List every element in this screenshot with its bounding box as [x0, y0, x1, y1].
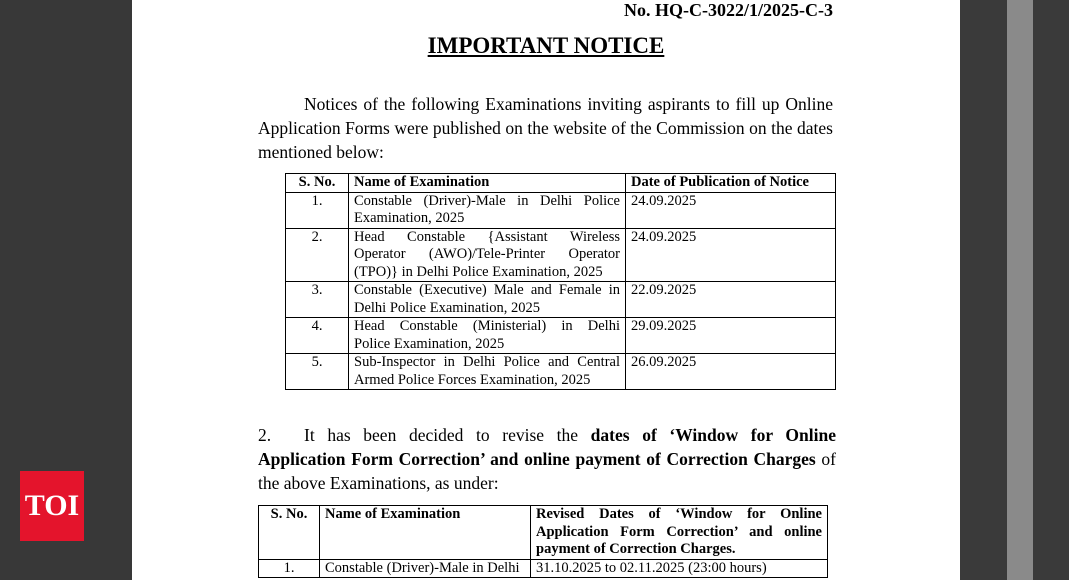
cell-exam-name [349, 318, 626, 354]
table-row [286, 354, 836, 390]
exam-name-line: Police Examination, 2025 [354, 335, 505, 352]
revised-dates-table [258, 505, 828, 578]
table-row [286, 228, 836, 282]
scrollbar-thumb[interactable] [1007, 0, 1033, 580]
table-row [286, 318, 836, 354]
cell-date: 24.09.2025 [626, 192, 836, 228]
toi-logo: TOI [20, 471, 84, 541]
revision-line: the above Examinations, as under: [258, 473, 499, 493]
exam-name-line: Head Constable (Ministerial) in Delhi [354, 318, 620, 334]
cell-date: 24.09.2025 [626, 228, 836, 282]
header-sno: S. No. [259, 506, 320, 560]
cell-exam-name [349, 228, 626, 282]
header-publication-date: Date of Publication of Notice [626, 174, 836, 193]
exam-name-line: (TPO)} in Delhi Police Examination, 2025 [354, 263, 603, 280]
revision-bold-text: dates of ‘Window for Online [590, 425, 836, 445]
exam-name-line: Constable (Executive) Male and Female in [354, 282, 620, 298]
cell-sno: 1. [259, 559, 320, 578]
header-exam-name: Name of Examination [320, 506, 531, 560]
cell-date: 29.09.2025 [626, 318, 836, 354]
publication-table [285, 173, 836, 390]
cell-sno: 4. [286, 318, 349, 354]
cell-sno: 1. [286, 192, 349, 228]
table-row [259, 559, 828, 578]
table-header-row [259, 506, 828, 560]
paragraph-number: 2. [258, 425, 272, 445]
cell-exam-name [349, 282, 626, 318]
revision-text: It has been decided to revise the [304, 425, 591, 445]
exam-name-line: Sub-Inspector in Delhi Police and Central [354, 354, 620, 370]
revision-line [258, 423, 836, 447]
intro-line: mentioned below: [258, 142, 384, 162]
intro-paragraph [258, 92, 833, 164]
revision-paragraph [258, 423, 836, 495]
exam-name-line: Delhi Police Examination, 2025 [354, 299, 541, 316]
cell-date: 22.09.2025 [626, 282, 836, 318]
intro-line: Notices of the following Examinations inviting aspirants to fill up Online [304, 94, 833, 114]
revision-line [258, 447, 836, 471]
cell-sno: 5. [286, 354, 349, 390]
header-exam-name: Name of Examination [349, 174, 626, 193]
revision-text: of [815, 449, 837, 469]
notice-number: No. HQ-C-3022/1/2025-C-3 [624, 0, 833, 20]
header-revised-dates: Revised Dates of ‘Window for Online Application Form Correction’ and online payment of Correction Charges. [531, 506, 828, 560]
exam-name-line: Examination, 2025 [354, 210, 465, 226]
notice-title: IMPORTANT NOTICE [427, 33, 665, 58]
exam-name-line: Constable (Driver)-Male in Delhi Police [354, 192, 620, 209]
cell-date: 26.09.2025 [626, 354, 836, 390]
header-sno: S. No. [286, 174, 349, 193]
cell-date: 31.10.2025 to 02.11.2025 (23:00 hours) [531, 559, 828, 578]
cell-sno: 2. [286, 228, 349, 282]
table-row [286, 282, 836, 318]
intro-line: Application Forms were published on the website of the Commission on the dates [258, 118, 833, 138]
table-header-row [286, 174, 836, 193]
cell-exam-name [349, 192, 626, 228]
table-row [286, 192, 836, 228]
exam-name-line: Operator (AWO)/Tele-Printer Operator [354, 246, 620, 262]
exam-name-line: Armed Police Forces Examination, 2025 [354, 371, 591, 388]
cell-exam-name [349, 354, 626, 390]
document-page [132, 0, 960, 580]
cell-sno: 3. [286, 282, 349, 318]
cell-exam-name: Constable (Driver)-Male in Delhi [320, 559, 531, 578]
exam-name-line: Head Constable {Assistant Wireless [354, 228, 620, 245]
revision-bold-text: Application Form Correction’ and online payment of Correction Charges [258, 449, 816, 469]
